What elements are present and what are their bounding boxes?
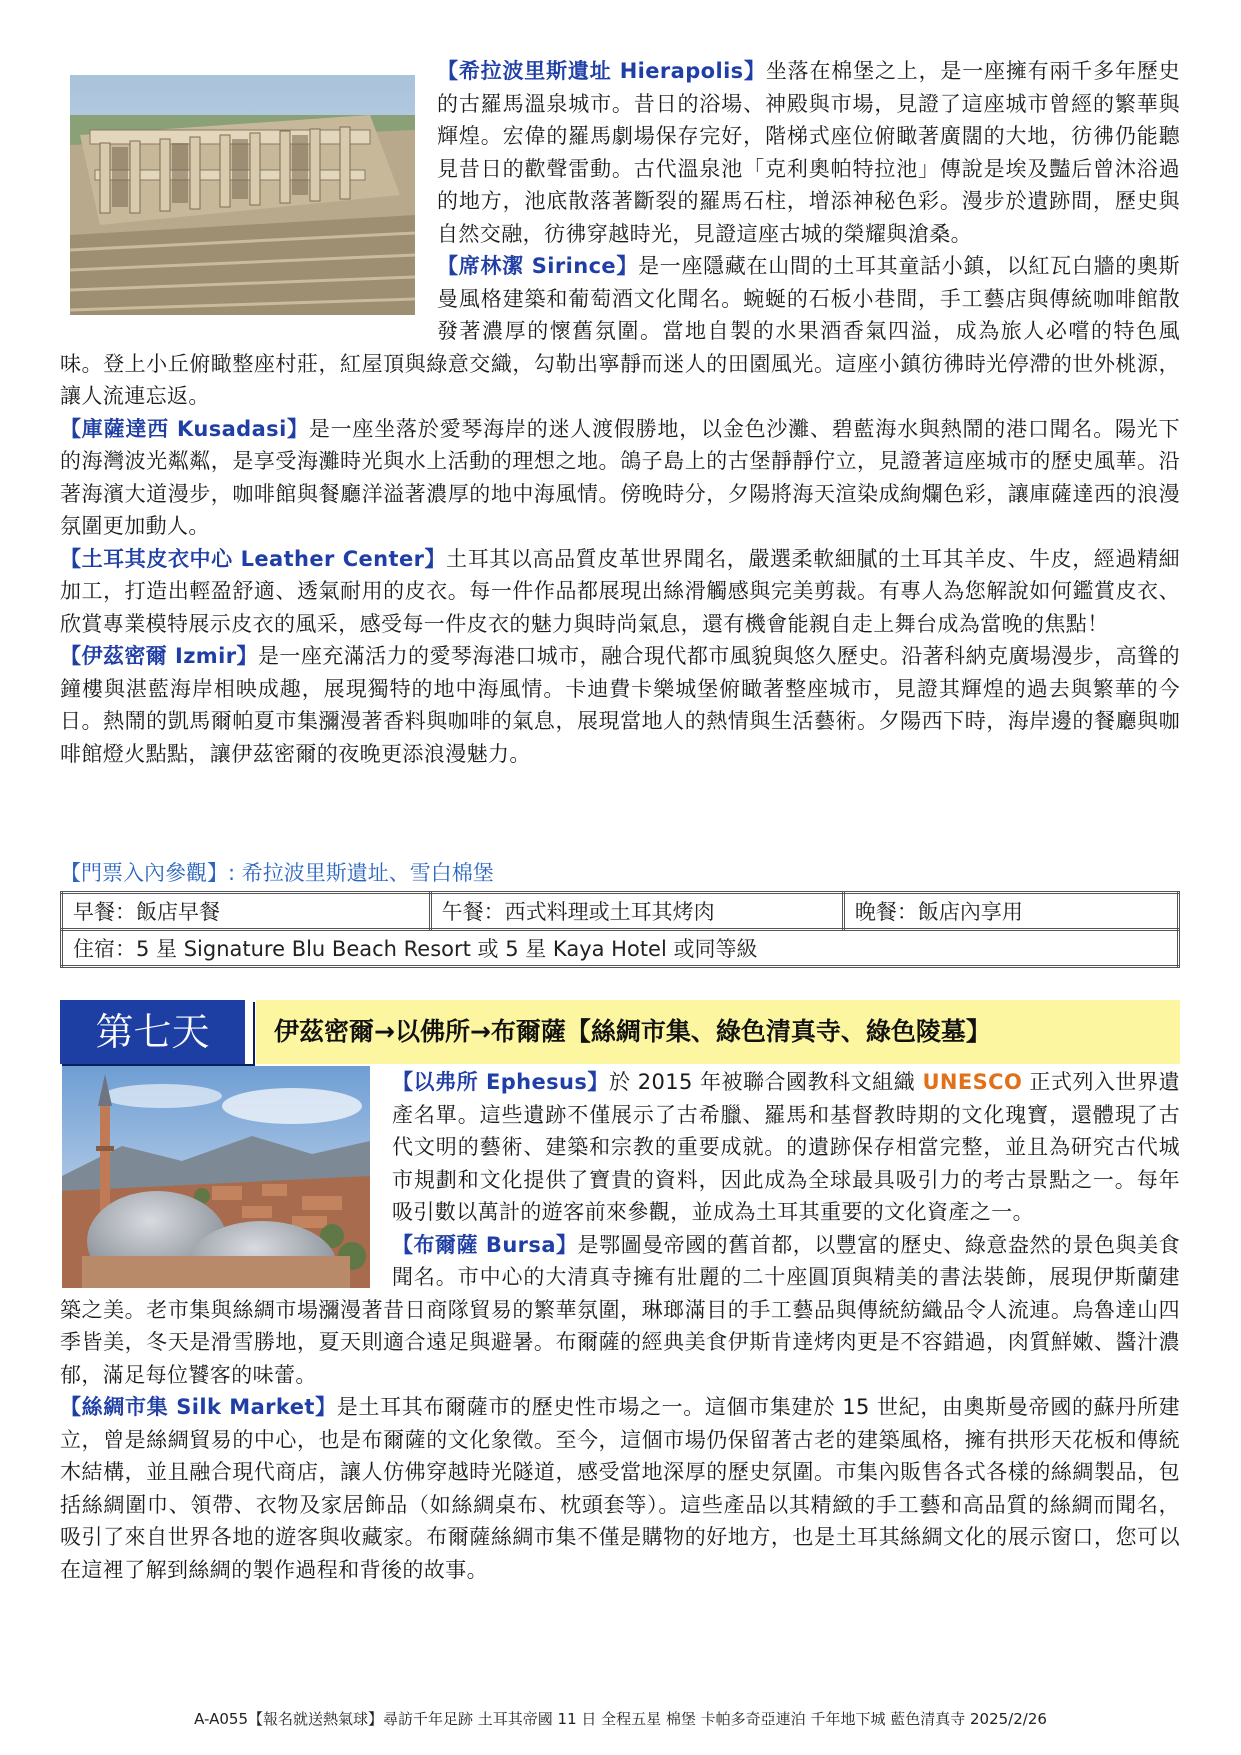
- hotel-row: [62, 930, 1179, 967]
- leather-paragraph: [60, 543, 1180, 641]
- sirince-body: 是一座隱藏在山間的土耳其童話小鎮，以紅瓦白牆的奧斯曼風格建築和葡萄酒文化聞名。蜿蜒的石板小巷間，手工藝店與傳統咖啡館散發著濃厚的懷舊氛圍。當地自製的水果酒香氣四溢，成為旅人必嚐的特色風味。登上小丘俯瞰整座村莊，紅屋頂與綠意交織，勾勒出寧靜而迷人的田園風光。這座小鎮彷彿時光停滯的世外桃源，讓人流連忘返。: [60, 254, 1181, 408]
- bursa-heading: 【布爾薩 Bursa】: [392, 1232, 578, 1257]
- unesco-highlight: UNESCO: [922, 1070, 1023, 1094]
- day-label: 第七天: [60, 1000, 253, 1064]
- leather-body: 土耳其以高品質皮革世界聞名，嚴選柔軟細膩的土耳其羊皮、牛皮，經過精細加工，打造出輕盈舒適、透氣耐用的皮衣。每一件作品都展現出絲滑觸感與完美剪裁。有專人為您解說如何鑑賞皮衣、欣賞專業模特展示皮衣的風采，感受每一件皮衣的魅力與時尚氣息，還有機會能親自走上舞台成為當晚的焦點！: [60, 546, 1180, 636]
- sirince-heading: 【席林潔 Sirince】: [437, 254, 639, 278]
- day-banner: [60, 1000, 1180, 1068]
- silk-market-heading: 【絲綢市集 Silk Market】: [60, 1395, 337, 1419]
- bottom-text-block: [60, 1066, 1180, 1586]
- kusadasi-body: 是一座坐落於愛琴海岸的迷人渡假勝地，以金色沙灘、碧藍海水與熱鬧的港口聞名。陽光下的海灣波光粼粼，是享受海灘時光與水上活動的理想之地。鴿子島上的古堡靜靜佇立，見證著這座城市的歷史風華。沿著海濱大道漫步，咖啡館與餐廳洋溢著濃厚的地中海風情。傍晚時分，夕陽將海天渲染成絢爛色彩，讓庫薩達西的浪漫氛圍更加動人。: [60, 416, 1180, 538]
- izmir-body: 是一座充滿活力的愛琴海港口城市，融合現代都市風貌與悠久歷史。沿著科納克廣場漫步，高聳的鐘樓與湛藍海岸相映成趣，展現獨特的地中海風情。卡迪費卡樂城堡俯瞰著整座城市，見證其輝煌的過去與繁華的今日。熱鬧的凱馬爾帕夏市集瀰漫著香料與咖啡的氣息，展現當地人的熱情與生活藝術。夕陽西下時，海岸邊的餐廳與咖啡館燈火點點，讓伊茲密爾的夜晚更添浪漫魅力。: [60, 644, 1180, 766]
- silk-market-body: 是土耳其布爾薩市的歷史性市場之一。這個市集建於 15 世紀，由奧斯曼帝國的蘇丹所建立，曾是絲綢貿易的中心，也是布爾薩的文化象徵。至今，這個市場仍保留著古老的建築風格，擁有拱形天花板和傳統木結構，並且融合現代商店，讓人仿佛穿越時光隧道，感受當地深厚的歷史氛圍。市集內販售各式各樣的絲綢製品，包括絲綢圍巾、領帶、衣物及家居飾品（如絲綢桌布、枕頭套等）。這些產品以其精緻的手工藝和高品質的絲綢而聞名，吸引了來自世界各地的遊客與收藏家。布爾薩絲綢市集不僅是購物的好地方，也是土耳其絲綢文化的展示窗口，您可以在這裡了解到絲綢的製作過程和背後的故事。: [60, 1395, 1181, 1582]
- hierapolis-heading: 【希拉波里斯遺址 Hierapolis】: [437, 59, 766, 83]
- dinner-cell: 晚餐：飯店內享用: [843, 893, 1178, 930]
- leather-heading: 【土耳其皮衣中心 Leather Center】: [60, 546, 447, 571]
- kusadasi-paragraph: [60, 413, 1180, 543]
- bursa-photo: [62, 1066, 370, 1288]
- meals-table: [60, 891, 1180, 968]
- top-text-block: [60, 55, 1180, 770]
- ephesus-body-b: 正式列入世界遺產名單。這些遺跡不僅展示了古希臘、羅馬和基督教時期的文化瑰寶，還體現了古代文明的藝術、建築和宗教的重要成就。的遺跡保存相當完整，並且為研究古代城市規劃和文化提供了寶貴的資料，因此成為全球最具吸引力的考古景點之一。每年吸引數以萬計的遊客前來參觀，並成為土耳其重要的文化資產之一。: [392, 1070, 1181, 1224]
- hierapolis-photo: [70, 75, 415, 315]
- tickets-line: 【門票入內參觀】: 希拉波里斯遺址、雪白棉堡: [60, 861, 494, 885]
- ephesus-heading: 【以弗所 Ephesus】: [392, 1070, 609, 1094]
- lunch-cell: 午餐：西式料理或土耳其烤肉: [430, 893, 843, 930]
- hotel-cell: 住宿：5 星 Signature Blu Beach Resort 或 5 星 Kaya Hotel 或同等級: [62, 930, 1179, 967]
- breakfast-cell: 早餐：飯店早餐: [62, 893, 431, 930]
- izmir-heading: 【伊茲密爾 Izmir】: [60, 644, 258, 668]
- izmir-paragraph: [60, 640, 1180, 770]
- bursa-body: 是鄂圖曼帝國的舊首都，以豐富的歷史、綠意盎然的景色與美食聞名。市中心的大清真寺擁有壯麗的二十座圓頂與精美的書法裝飾，展現伊斯蘭建築之美。老市集與絲綢市場瀰漫著昔日商隊貿易的繁華氛圍，琳瑯滿目的手工藝品與傳統紡織品令人流連。烏魯達山四季皆美，冬天是滑雪勝地，夏天則適合遠足與避暑。布爾薩的經典美食伊斯肯達烤肉更是不容錯過，肉質鮮嫩、醬汁濃郁，滿足每位饕客的味蕾。: [60, 1232, 1180, 1387]
- meals-row: [62, 893, 1179, 930]
- page-footer: A-A055【報名就送熱氣球】尋訪千年足跡 土耳其帝國 11 日 全程五星 棉堡 卡帕多奇亞連泊 千年地下城 藍色清真寺 2025/2/26: [194, 1710, 1047, 1728]
- day-title: 伊茲密爾→以佛所→布爾薩【絲綢市集、綠色清真寺、綠色陵墓】: [256, 1000, 1180, 1064]
- ephesus-body-a: 於 2015 年被聯合國教科文組織: [608, 1070, 923, 1094]
- kusadasi-heading: 【庫薩達西 Kusadasi】: [60, 416, 309, 441]
- hierapolis-body: 坐落在棉堡之上，是一座擁有兩千多年歷史的古羅馬溫泉城市。昔日的浴場、神殿與市場，見證了這座城市曾經的繁華與輝煌。宏偉的羅馬劇場保存完好，階梯式座位俯瞰著廣闊的大地，彷彿仍能聽見昔日的歡聲雷動。古代溫泉池「克利奧帕特拉池」傳說是埃及豔后曾沐浴過的地方，池底散落著斷裂的羅馬石柱，增添神秘色彩。漫步於遺跡間，歷史與自然交融，彷彿穿越時光，見證這座古城的榮耀與滄桑。: [437, 59, 1180, 246]
- silk-market-paragraph: [60, 1391, 1180, 1586]
